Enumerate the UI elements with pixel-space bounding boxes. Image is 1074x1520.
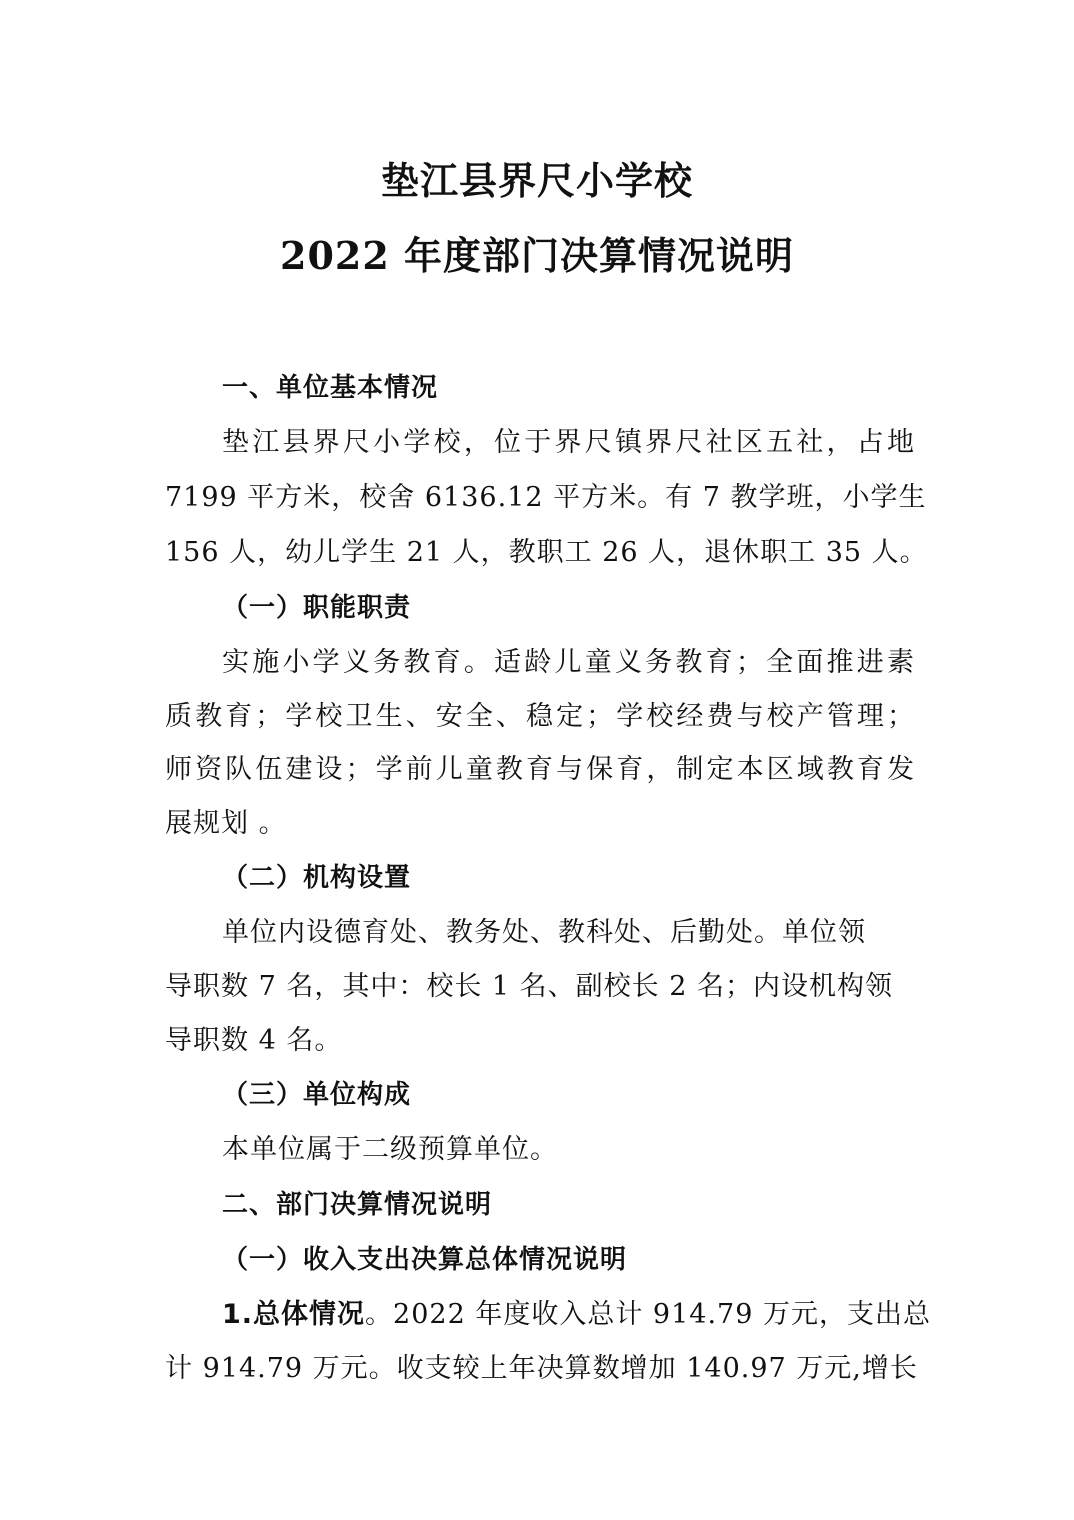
paragraph-line: 本单位属于二级预算单位。 [222,1134,558,1165]
paragraph-line: 7199 平方米，校舍 6136.12 平方米。有 7 教学班，小学生 [165,482,927,513]
document-title-line2: 2022 年度部门决算情况说明 [280,233,794,278]
paragraph-line: 实施小学义务教育。适龄儿童义务教育；全面推进素 [222,647,915,678]
paragraph-line: 师资队伍建设；学前儿童教育与保育，制定本区域教育发 [165,754,915,785]
subheading-organization: （二）机构设置 [222,863,412,893]
paragraph-line: 156 人，幼儿学生 21 人，教职工 26 人，退休职工 35 人。 [165,537,928,568]
paragraph-line: 计 914.79 万元。收支较上年决算数增加 140.97 万元,增长 [165,1353,918,1384]
document-title-line1: 垫江县界尺小学校 [380,158,693,203]
subheading-income-expenditure: （一）收入支出决算总体情况说明 [222,1245,628,1275]
paragraph-line: 导职数 4 名。 [165,1025,343,1056]
section-heading-final-accounts: 二、部门决算情况说明 [222,1190,493,1220]
paragraph-line: 导职数 7 名，其中：校长 1 名、副校长 2 名；内设机构领 [165,971,894,1002]
paragraph-text: 。2022 年度收入总计 914.79 万元，支出总 [365,1299,931,1330]
paragraph-line [222,1295,931,1335]
section-heading-basic-info: 一、单位基本情况 [222,373,439,403]
paragraph-line: 单位内设德育处、教务处、教科处、后勤处。单位领 [222,917,866,948]
paragraph-line: 垫江县界尺小学校，位于界尺镇界尺社区五社，占地 [222,427,915,458]
paragraph-lead: 1.总体情况 [222,1299,366,1330]
subheading-functions: （一）职能职责 [222,593,412,623]
paragraph-line: 展规划 。 [165,808,287,839]
paragraph-line: 质教育；学校卫生、安全、稳定；学校经费与校产管理； [165,701,915,732]
subheading-composition: （三）单位构成 [222,1080,412,1110]
